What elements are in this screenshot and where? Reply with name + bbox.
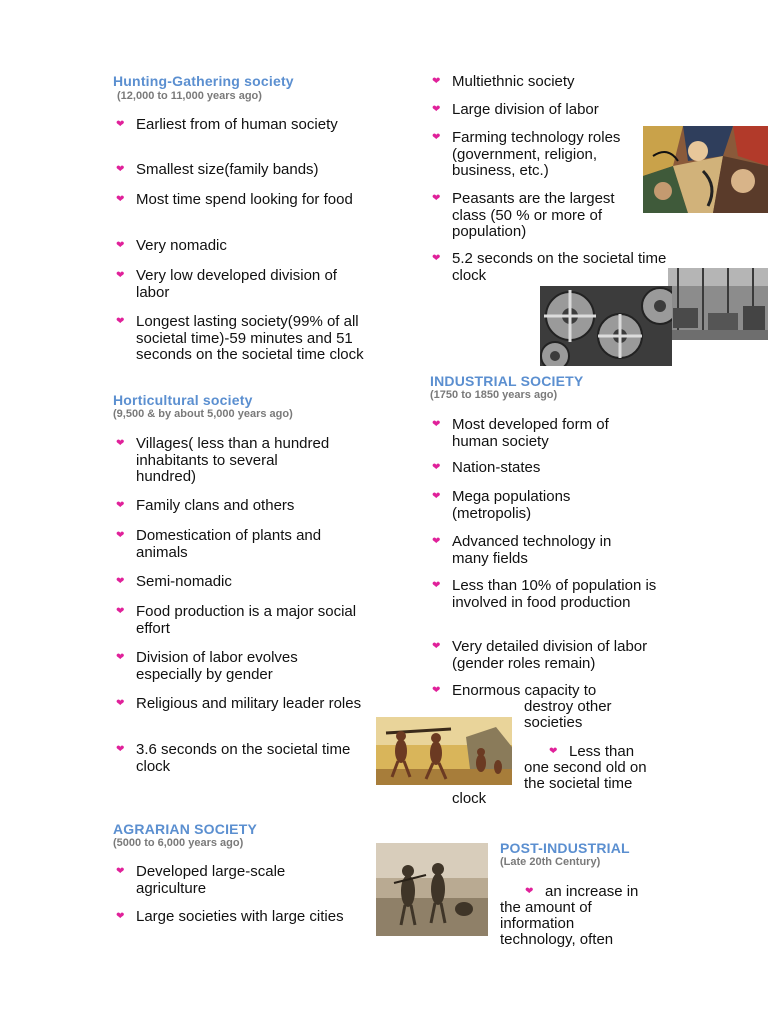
heart-bullet-icon: ❤ <box>432 536 441 547</box>
list-item: ❤ Advanced technology in many fields <box>432 533 612 567</box>
agrarian-years: (5000 to 6,000 years ago) <box>113 837 244 849</box>
list-item: ❤ Less than 10% of population is involved in food production <box>432 577 657 611</box>
heart-bullet-icon: ❤ <box>432 76 441 87</box>
list-item: ❤ Religious and military leader roles <box>116 695 362 712</box>
heart-bullet-icon: ❤ <box>432 685 441 696</box>
heart-bullet-icon: ❤ <box>116 438 125 449</box>
heart-bullet-icon: ❤ <box>432 193 441 204</box>
list-item: ❤ Domestication of plants and animals <box>116 527 322 561</box>
post-industrial-title: POST-INDUSTRIAL <box>500 840 630 856</box>
list-item: ❤ Large societies with large cities <box>116 908 344 925</box>
list-item: ❤ Division of labor evolves especially by gender <box>116 649 298 683</box>
list-item: ❤ Multiethnic society <box>432 73 575 90</box>
heart-bullet-icon: ❤ <box>116 576 125 587</box>
hunters-image <box>376 717 512 785</box>
text-line: the amount of <box>500 899 592 916</box>
heart-bullet-icon: ❤ <box>116 500 125 511</box>
list-item: ❤ Peasants are the largest class (50 % or more of population) <box>432 190 615 240</box>
hunting-years: (12,000 to 11,000 years ago) <box>117 90 262 102</box>
list-item: ❤ Earliest from of human society <box>116 116 338 133</box>
heart-bullet-icon: ❤ <box>432 462 441 473</box>
hunting-title: Hunting-Gathering society <box>113 73 294 89</box>
heart-bullet-icon: ❤ <box>116 240 125 251</box>
text-line: information <box>500 915 575 932</box>
heart-bullet-icon: ❤ <box>116 744 125 755</box>
text-line: societies <box>524 714 583 731</box>
list-item: ❤ 5.2 seconds on the societal time clock <box>432 250 667 284</box>
agrarian-title: AGRARIAN SOCIETY <box>113 821 257 837</box>
heart-bullet-icon: ❤ <box>116 316 125 327</box>
list-item: ❤ Nation-states <box>432 459 541 476</box>
list-item: ❤ Family clans and others <box>116 497 295 514</box>
list-item: ❤ Very low developed division of labor <box>116 267 337 301</box>
heart-bullet-icon: ❤ <box>116 194 125 205</box>
farmers-image <box>376 843 488 936</box>
heart-bullet-icon: ❤ <box>116 698 125 709</box>
heart-bullet-icon: ❤ <box>525 886 534 897</box>
industrial-years: (1750 to 1850 years ago) <box>430 389 558 401</box>
list-item: ❤ Large division of labor <box>432 101 599 118</box>
heart-bullet-icon: ❤ <box>432 419 441 430</box>
text-line: the societal time <box>524 775 633 792</box>
heart-bullet-icon: ❤ <box>432 580 441 591</box>
list-item: ❤ Developed large-scale agriculture <box>116 863 286 897</box>
list-item: ❤ Very nomadic <box>116 237 227 254</box>
list-item: ❤ Mega populations (metropolis) <box>432 488 571 522</box>
list-item: ❤ 3.6 seconds on the societal time clock <box>116 741 351 775</box>
list-item: ❤ Less than <box>549 743 635 760</box>
heart-bullet-icon: ❤ <box>116 270 125 281</box>
list-item: ❤ Longest lasting society(99% of all societal time)-59 minutes and 51 seconds on the societal time clock <box>116 313 364 363</box>
heart-bullet-icon: ❤ <box>116 119 125 130</box>
industrial-title: INDUSTRIAL SOCIETY <box>430 373 584 389</box>
heart-bullet-icon: ❤ <box>432 104 441 115</box>
list-item: ❤ Most time spend looking for food <box>116 191 353 208</box>
mural-image <box>643 126 768 213</box>
heart-bullet-icon: ❤ <box>432 253 441 264</box>
heart-bullet-icon: ❤ <box>116 164 125 175</box>
list-item: ❤ Semi-nomadic <box>116 573 232 590</box>
text-line: technology, often <box>500 931 614 948</box>
heart-bullet-icon: ❤ <box>432 132 441 143</box>
gears-image <box>540 286 672 366</box>
list-item: ❤ Enormous capacity to <box>432 682 597 699</box>
list-item: ❤ Food production is a major social effort <box>116 603 357 637</box>
heart-bullet-icon: ❤ <box>549 746 558 757</box>
factory-image <box>668 268 768 340</box>
list-item: ❤ Smallest size(family bands) <box>116 161 319 178</box>
heart-bullet-icon: ❤ <box>116 606 125 617</box>
horticultural-title: Horticultural society <box>113 392 253 408</box>
list-item: ❤ Villages( less than a hundred inhabitants to several hundred) <box>116 435 330 485</box>
list-item: ❤ Very detailed division of labor (gender roles remain) <box>432 638 648 672</box>
text-line: one second old on <box>524 759 647 776</box>
list-item: ❤ an increase in <box>525 883 639 900</box>
heart-bullet-icon: ❤ <box>116 911 125 922</box>
heart-bullet-icon: ❤ <box>116 530 125 541</box>
post-industrial-years: (Late 20th Century) <box>500 856 601 868</box>
list-item: ❤ Farming technology roles (government, religion, business, etc.) <box>432 129 621 179</box>
text-line: destroy other <box>524 698 612 715</box>
heart-bullet-icon: ❤ <box>116 652 125 663</box>
list-item: ❤ Most developed form of human society <box>432 416 609 450</box>
heart-bullet-icon: ❤ <box>432 491 441 502</box>
heart-bullet-icon: ❤ <box>116 866 125 877</box>
heart-bullet-icon: ❤ <box>432 641 441 652</box>
horticultural-years: (9,500 & by about 5,000 years ago) <box>113 408 293 420</box>
text-line: clock <box>452 790 487 807</box>
